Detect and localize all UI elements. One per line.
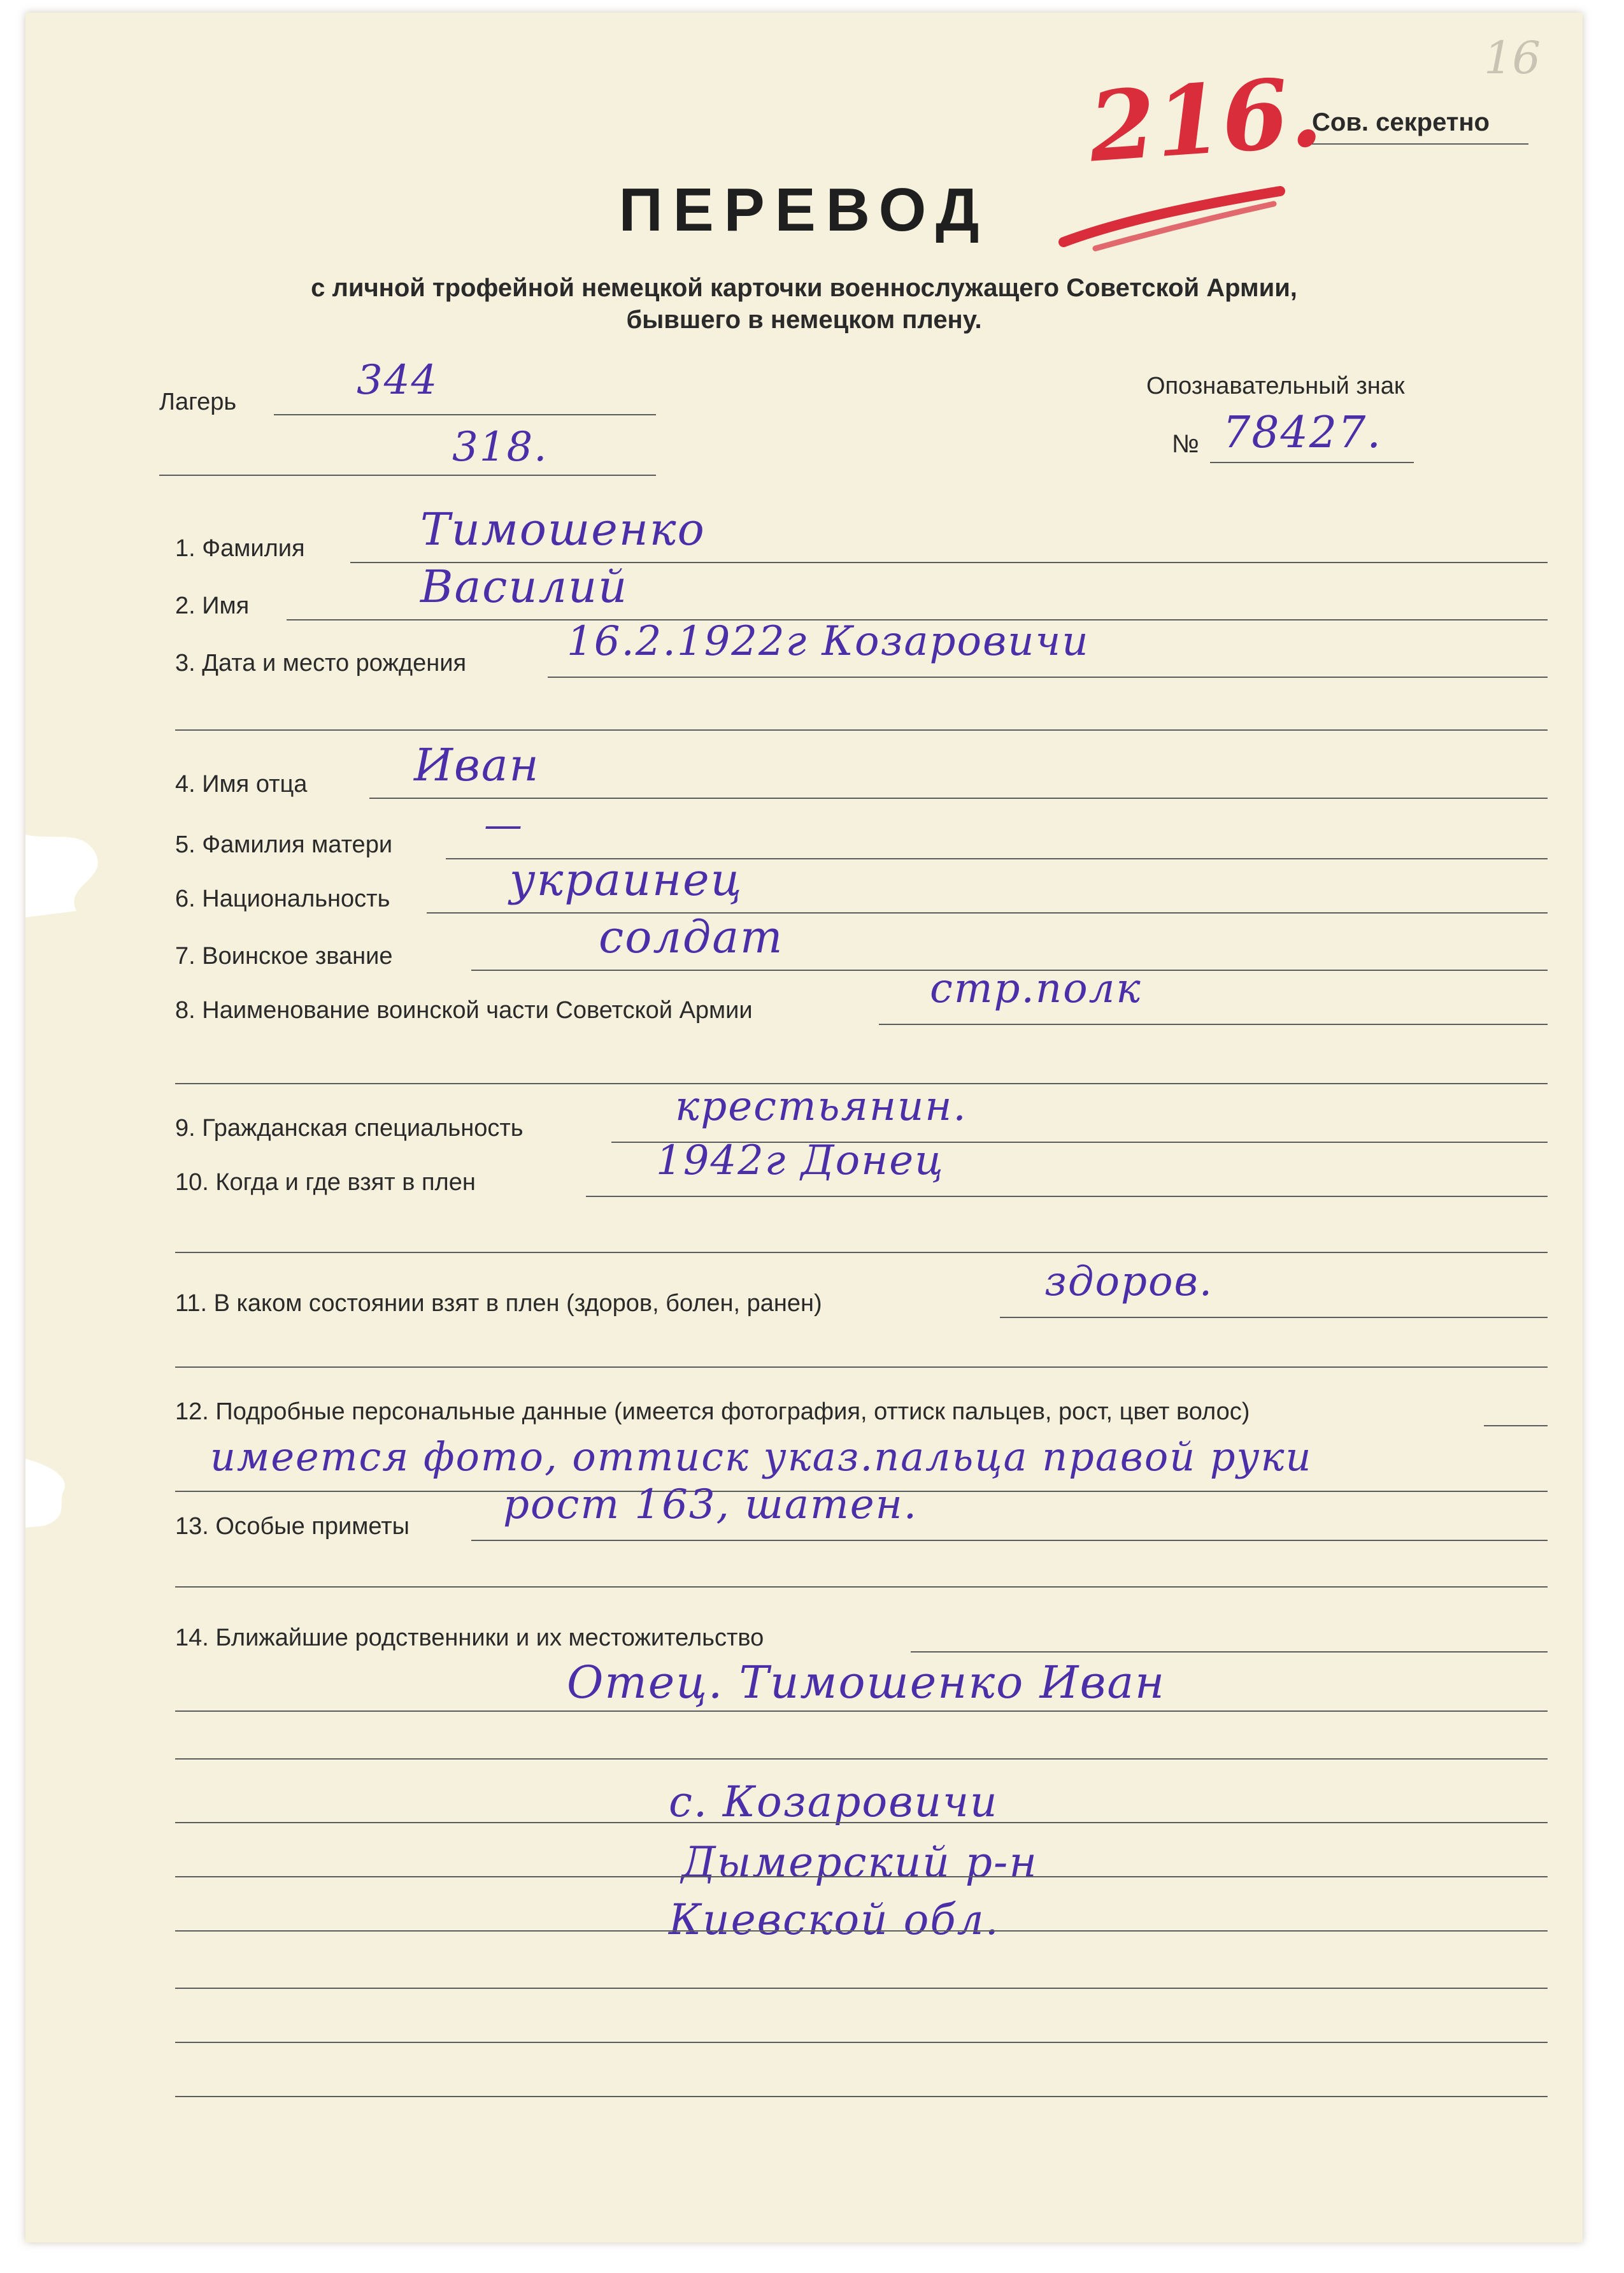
field-11-label: 11. В каком состоянии взят в плен (здоров, болен, ранен) xyxy=(175,1290,822,1317)
field-10-value: 1942г Донец xyxy=(656,1137,944,1184)
field-14-line-8 xyxy=(175,2042,1548,2043)
field-14-line-4 xyxy=(175,1822,1548,1823)
field-4-label: 4. Имя отца xyxy=(175,771,308,798)
id-tag-line xyxy=(1210,462,1414,463)
field-14-value-line1: Отец. Тимошенко Иван xyxy=(567,1656,1166,1709)
field-12-value: имеется фото, оттиск указ.пальца правой руки xyxy=(210,1433,1313,1480)
camp-value-line2: 318. xyxy=(452,424,548,471)
field-11-value: здоров. xyxy=(1044,1258,1214,1305)
field-14-line-5 xyxy=(175,1876,1548,1877)
id-tag-label: Опознавательный знак xyxy=(1146,373,1405,399)
camp-line-2 xyxy=(159,475,656,476)
field-3-label: 3. Дата и место рождения xyxy=(175,650,467,677)
field-14-value-line4: Киевской обл. xyxy=(669,1895,1000,1944)
field-10-label: 10. Когда и где взят в плен xyxy=(175,1169,476,1196)
field-9-label: 9. Гражданская специальность xyxy=(175,1115,524,1142)
field-4-line xyxy=(369,798,1548,799)
field-2-label: 2. Имя xyxy=(175,592,250,619)
secrecy-underline xyxy=(1312,143,1528,145)
field-7-label: 7. Воинское звание xyxy=(175,943,393,970)
field-6-label: 6. Национальность xyxy=(175,886,390,912)
id-tag-value: 78427. xyxy=(1223,408,1382,458)
field-11-line-2 xyxy=(175,1366,1548,1368)
field-3-value: 16.2.1922г Козаровичи xyxy=(567,618,1090,665)
field-14-value-line3: Дымерский р-н xyxy=(681,1838,1038,1887)
field-1-value: Тимошенко xyxy=(420,503,706,556)
field-1-label: 1. Фамилия xyxy=(175,535,305,562)
red-archive-number: 216. xyxy=(1085,55,1326,184)
document-subtitle-line2: бывшего в немецком плену. xyxy=(626,306,982,334)
field-5-label: 5. Фамилия матери xyxy=(175,831,393,858)
field-13-label: 13. Особые приметы xyxy=(175,1513,410,1540)
field-5-value: — xyxy=(484,803,524,847)
field-6-value: украинец xyxy=(509,854,743,906)
field-2-value: Василий xyxy=(420,561,629,613)
field-6-line xyxy=(427,912,1548,914)
field-13-line-2 xyxy=(175,1586,1548,1588)
field-14-line-6 xyxy=(175,1930,1548,1932)
field-14-line xyxy=(911,1651,1548,1653)
field-3-line-2 xyxy=(175,729,1548,731)
field-14-line-3 xyxy=(175,1758,1548,1760)
field-8-line xyxy=(879,1024,1548,1025)
corner-pencil-mark: 16 xyxy=(1484,32,1541,84)
field-12-label: 12. Подробные персональные данные (имеется фотография, оттиск пальцев, рост, цвет волос) xyxy=(175,1398,1250,1425)
torn-edge-mark xyxy=(25,822,115,924)
field-13-line xyxy=(471,1540,1548,1541)
document-title: ПЕРЕВОД xyxy=(618,176,990,244)
id-tag-number-prefix: № xyxy=(1172,430,1199,458)
field-3-line xyxy=(548,677,1548,678)
field-10-line-2 xyxy=(175,1252,1548,1253)
field-14-line-7 xyxy=(175,1988,1548,1989)
field-13-value: рост 163, шатен. xyxy=(503,1481,918,1528)
document-sheet xyxy=(25,13,1583,2242)
field-14-value-line2: с. Козаровичи xyxy=(669,1777,999,1826)
camp-line xyxy=(274,414,656,415)
field-4-value: Иван xyxy=(414,739,540,791)
field-11-line xyxy=(1000,1317,1548,1318)
field-14-line-2 xyxy=(175,1710,1548,1712)
field-9-value: крестьянин. xyxy=(675,1083,967,1130)
field-7-value: солдат xyxy=(599,911,784,963)
field-14-line-9 xyxy=(175,2096,1548,2097)
field-8-value: стр.полк xyxy=(930,965,1142,1012)
secrecy-mark: Сов. секретно xyxy=(1312,108,1490,136)
field-10-line xyxy=(586,1196,1548,1197)
torn-edge-mark-2 xyxy=(25,1452,83,1529)
camp-label: Лагерь xyxy=(159,389,237,415)
field-12-line xyxy=(1484,1425,1548,1426)
field-14-label: 14. Ближайшие родственники и их местожительство xyxy=(175,1624,764,1651)
document-subtitle-line1: с личной трофейной немецкой карточки военнослужащего Советской Армии, xyxy=(311,274,1297,302)
camp-value: 344 xyxy=(357,357,439,404)
field-8-label: 8. Наименование воинской части Советской Армии xyxy=(175,997,753,1024)
